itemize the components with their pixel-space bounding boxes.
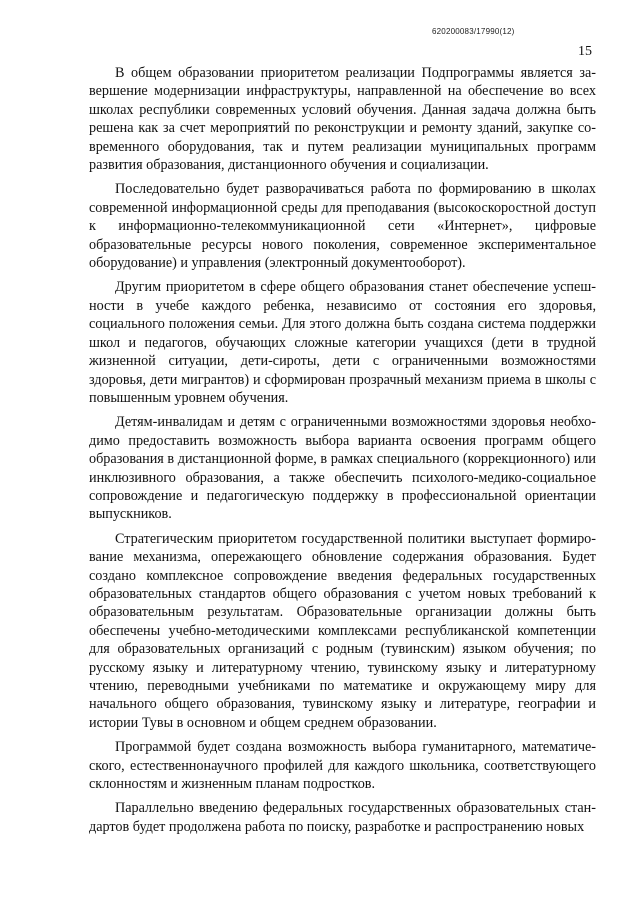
paragraph-infrastructure-modernization: В общем образовании приоритетом реализации Подпрограммы является завершение модернизации инфраструктуры, направленной на обеспечение во всех школах республики современных условий обучения. Данная задача должна быть решена как за счет мероприятий по реконструкции и ремонту зданий, закупке современного оборудования, так и путем реализации муниципальных программ развития образования, дистанционного обучения и социализации. xyxy=(89,65,596,174)
paragraph-student-success: Другим приоритетом в сфере общего образования станет обеспечение успешности в учебе каждого ребенка, независимо от состояния его здоровья, социального положения семьи. Для этого должна быть создана система поддержки школ и педагогов, обучающих сложные категории учащихся (дети в трудной жизненной ситуации, дети-сироты, дети с ограниченными возможностями здоровья, дети мигрантов) и сформирован прозрачный механизм приема в школы с повышенным уровнем обучения. xyxy=(89,279,596,406)
page-number: 15 xyxy=(578,44,592,59)
document-body xyxy=(89,64,596,842)
paragraph-inclusive-education: Детям-инвалидам и детям с ограниченными возможностями здоровья необходимо предоставить возможность выбора варианта освоения программ общего образования в дистанционной форме, в рамках специального (коррекционного) или инклюзивного образования, а также обеспечить психолого-медико-социальное сопровождение и педагогическую поддержку в профессиональной ориентации выпускников. xyxy=(89,414,596,523)
document-code: 620200083/17990(12) xyxy=(432,27,515,36)
paragraph-profile-choice: Программой будет создана возможность выбора гуманитарного, математического, естественнонаучного профилей для каждого школьника, соответствующего склонностям и жизненным планам подростков. xyxy=(89,739,596,793)
paragraph-information-environment: Последовательно будет разворачиваться работа по формированию в школах современной информационной среды для преподавания (высокоскоростной доступ к информационно-телекоммуникационной сети «Интернет», цифровые образовательные ресурсы нового поколения, современное экспериментальное оборудование) и управления (электронный документооборот). xyxy=(89,181,596,272)
paragraph-strategic-priority: Стратегическим приоритетом государственной политики выступает формирование механизма, опережающего обновление содержания образования. Будет создано комплексное сопровождение введения федеральных государственных образовательных стандартов общего образования с учетом новых требований к образовательным результатам. Образовательные организации должны быть обеспечены учебно-методическими комплексами республиканской компетенции для образовательных организаций с родным (тувинским) языком обучения; по русскому языку и литературному чтению, тувинскому языку и литературному чтению, переводными учебниками по математике и окружающему миру для начального общего образования, тувинскому языку и литературе, географии и истории Тувы в основном и общем среднем образовании. xyxy=(89,530,596,731)
paragraph-standards-continuation: Параллельно введению федеральных государственных образовательных стандартов будет продолжена работа по поиску, разработке и распространению новых xyxy=(89,800,596,835)
